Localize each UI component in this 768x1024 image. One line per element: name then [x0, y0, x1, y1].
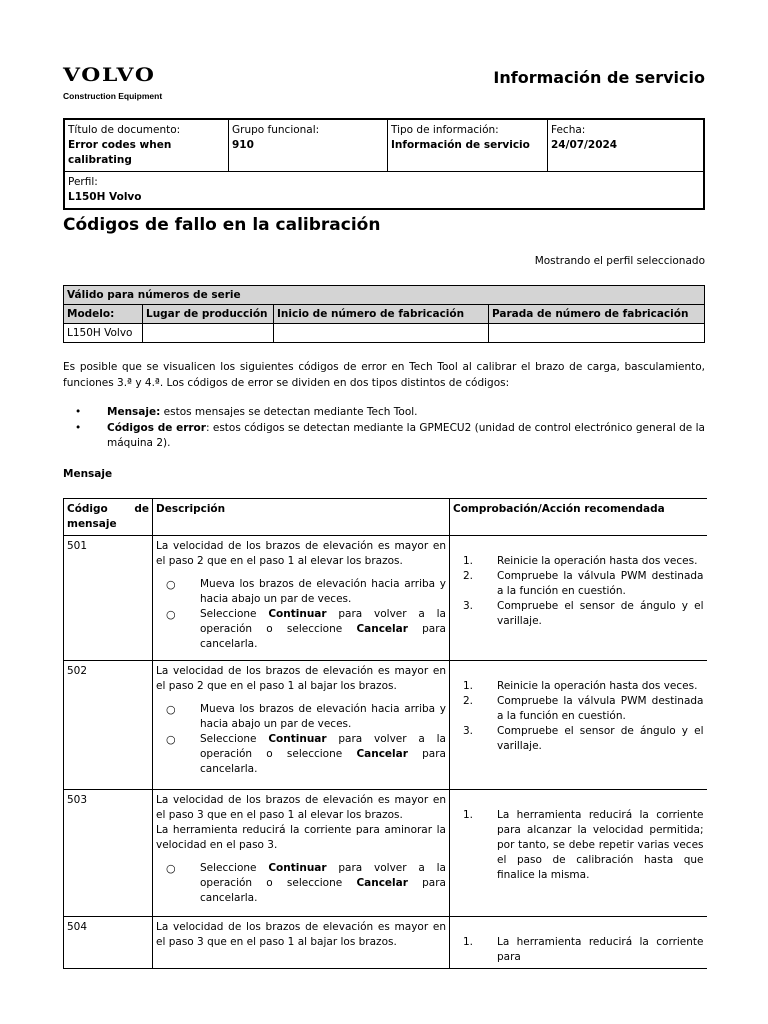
- meta-group-value: 910: [232, 139, 254, 151]
- circle-bullet-icon: ○: [166, 608, 176, 621]
- table-row: [64, 661, 707, 790]
- action-number: 1.: [463, 555, 474, 567]
- cancel-keyword: Cancelar: [356, 623, 408, 635]
- table-row: [64, 917, 707, 969]
- message-code: 501: [64, 536, 153, 661]
- circle-bullet-icon: ○: [166, 862, 176, 875]
- action-number: 1.: [463, 680, 474, 692]
- meta-date-value: 24/07/2024: [551, 139, 618, 151]
- step-list: [156, 861, 446, 906]
- list-item: [156, 861, 446, 906]
- serial-col-model: Modelo:: [64, 305, 143, 324]
- type-term: Mensaje:: [107, 406, 161, 418]
- col-header-action: Comprobación/Acción recomendada: [450, 499, 707, 536]
- meta-profile-value: L150H Volvo: [68, 191, 142, 203]
- action-cell: [450, 790, 707, 917]
- meta-title-label: Título de documento:: [68, 124, 181, 136]
- action-text: Compruebe el sensor de ángulo y el varillaje.: [497, 600, 704, 627]
- page-title: Códigos de fallo en la calibración: [63, 215, 381, 235]
- message-code: 504: [64, 917, 153, 969]
- list-item: [156, 577, 446, 607]
- meta-info-label: Tipo de información:: [391, 124, 499, 136]
- type-text: estos mensajes se detectan mediante Tech Tool.: [160, 406, 418, 418]
- serial-col-start: Inicio de número de fabricación: [274, 305, 489, 324]
- list-item: [453, 808, 704, 883]
- list-item: [453, 599, 704, 629]
- meta-info-cell: [388, 119, 548, 172]
- description-text: La herramienta reducirá la corriente para aminorar la velocidad en el paso 3.: [156, 824, 446, 851]
- serial-caption: Válido para números de serie: [64, 286, 705, 305]
- continue-keyword: Continuar: [268, 862, 327, 874]
- meta-date-label: Fecha:: [551, 124, 586, 136]
- step-text: Seleccione: [200, 608, 269, 620]
- action-cell: [450, 917, 707, 969]
- meta-group-cell: [229, 119, 388, 172]
- description-text: La velocidad de los brazos de elevación es mayor en el paso 2 que en el paso 1 al bajar los brazos.: [156, 665, 446, 692]
- serial-model-value: L150H Volvo: [64, 324, 143, 343]
- action-number: 3.: [463, 600, 474, 612]
- meta-profile-cell: [64, 172, 704, 210]
- action-cell: [450, 536, 707, 661]
- col-header-description: Descripción: [153, 499, 450, 536]
- step-text: para volver a la operación o seleccione: [200, 862, 446, 889]
- action-text: Reinicie la operación hasta dos veces.: [497, 680, 698, 692]
- serial-start-value: [274, 324, 489, 343]
- action-text: La herramienta reducirá la corriente para alcanzar la velocidad permitida; por tanto, se debe repetir varias veces el paso de calibración hasta que finalice la misma.: [497, 809, 704, 881]
- document-kind: Información de servicio: [493, 68, 705, 87]
- cancel-keyword: Cancelar: [356, 877, 408, 889]
- list-item: [453, 935, 704, 965]
- list-item: [156, 732, 446, 777]
- list-item: [63, 405, 705, 420]
- serial-stop-value: [489, 324, 705, 343]
- circle-bullet-icon: ○: [166, 703, 176, 716]
- code-types-list: [63, 405, 705, 452]
- description-text: La velocidad de los brazos de elevación es mayor en el paso 2 que en el paso 1 al elevar los brazos.: [156, 540, 446, 567]
- step-list: [156, 702, 446, 777]
- message-code: 503: [64, 790, 153, 917]
- list-item: [156, 702, 446, 732]
- meta-title-cell: [64, 119, 229, 172]
- step-text: Mueva los brazos de elevación hacia arriba y hacia abajo un par de veces.: [200, 703, 446, 730]
- circle-bullet-icon: ○: [166, 733, 176, 746]
- message-codes-table: [63, 498, 707, 969]
- action-text: Compruebe la válvula PWM destinada a la función en cuestión.: [497, 570, 704, 597]
- step-text: Seleccione: [200, 862, 269, 874]
- action-number: 2.: [463, 695, 474, 707]
- action-text: La herramienta reducirá la corriente para: [497, 936, 704, 963]
- description-cell: [153, 661, 450, 790]
- section-subheading: Mensaje: [63, 468, 113, 480]
- serial-numbers-table: [63, 285, 705, 343]
- action-list: [453, 554, 704, 629]
- description-cell: [153, 790, 450, 917]
- meta-group-label: Grupo funcional:: [232, 124, 320, 136]
- action-text: Compruebe la válvula PWM destinada a la función en cuestión.: [497, 695, 704, 722]
- description-cell: [153, 536, 450, 661]
- meta-title-value: Error codes when calibrating: [68, 139, 172, 166]
- step-text: Seleccione: [200, 733, 269, 745]
- list-item: [156, 607, 446, 652]
- list-item: [453, 724, 704, 754]
- step-text: para cancelarla.: [200, 748, 446, 775]
- type-term: Códigos de error: [107, 422, 206, 434]
- col-header-code: Código de mensaje: [64, 499, 153, 536]
- step-list: [156, 577, 446, 652]
- step-text: para volver a la operación o seleccione: [200, 733, 446, 760]
- profile-note: Mostrando el perfil seleccionado: [534, 255, 705, 267]
- table-row: [64, 790, 707, 917]
- list-item: [453, 569, 704, 599]
- cancel-keyword: Cancelar: [356, 748, 408, 760]
- action-list: [453, 679, 704, 754]
- message-code: 502: [64, 661, 153, 790]
- action-list: [453, 808, 704, 883]
- description-text: La velocidad de los brazos de elevación es mayor en el paso 3 que en el paso 1 al bajar los brazos.: [156, 921, 446, 948]
- step-text: para cancelarla.: [200, 877, 446, 904]
- list-item: [453, 679, 704, 694]
- continue-keyword: Continuar: [268, 733, 327, 745]
- intro-paragraph: Es posible que se visualicen los siguientes códigos de error en Tech Tool al calibrar el brazo de carga, basculamiento, funciones 3.ª y 4.ª. Los códigos de error se dividen en dos tipos distintos de códigos:: [63, 361, 705, 389]
- list-item: [63, 421, 705, 451]
- serial-col-stop: Parada de número de fabricación: [489, 305, 705, 324]
- volvo-logo: VOLVO: [63, 64, 156, 86]
- meta-info-value: Información de servicio: [391, 139, 530, 151]
- type-text: : estos códigos se detectan mediante la GPMECU2 (unidad de control electrónico general de la máquina 2).: [107, 422, 705, 449]
- list-item: [453, 694, 704, 724]
- meta-date-cell: [548, 119, 705, 172]
- serial-production-value: [143, 324, 274, 343]
- description-text: La velocidad de los brazos de elevación es mayor en el paso 3 que en el paso 1 al elevar los brazos.: [156, 794, 446, 821]
- serial-col-production: Lugar de producción: [143, 305, 274, 324]
- action-text: Reinicie la operación hasta dos veces.: [497, 555, 698, 567]
- circle-bullet-icon: ○: [166, 578, 176, 591]
- continue-keyword: Continuar: [268, 608, 327, 620]
- description-cell: [153, 917, 450, 969]
- bullet-icon: •: [75, 406, 82, 418]
- step-text: Mueva los brazos de elevación hacia arriba y hacia abajo un par de veces.: [200, 578, 446, 605]
- bullet-icon: •: [75, 422, 82, 434]
- action-list: [453, 935, 704, 965]
- list-item: [453, 554, 704, 569]
- action-number: 3.: [463, 725, 474, 737]
- document-meta-table: [63, 118, 705, 210]
- table-row: [64, 536, 707, 661]
- action-number: 1.: [463, 809, 474, 821]
- action-number: 2.: [463, 570, 474, 582]
- step-text: para volver a la operación o seleccione: [200, 608, 446, 635]
- step-text: para cancelarla.: [200, 623, 446, 650]
- action-text: Compruebe el sensor de ángulo y el varillaje.: [497, 725, 704, 752]
- action-number: 1.: [463, 936, 474, 948]
- action-cell: [450, 661, 707, 790]
- brand-subtitle: Construction Equipment: [63, 91, 163, 101]
- meta-profile-label: Perfil:: [68, 176, 98, 188]
